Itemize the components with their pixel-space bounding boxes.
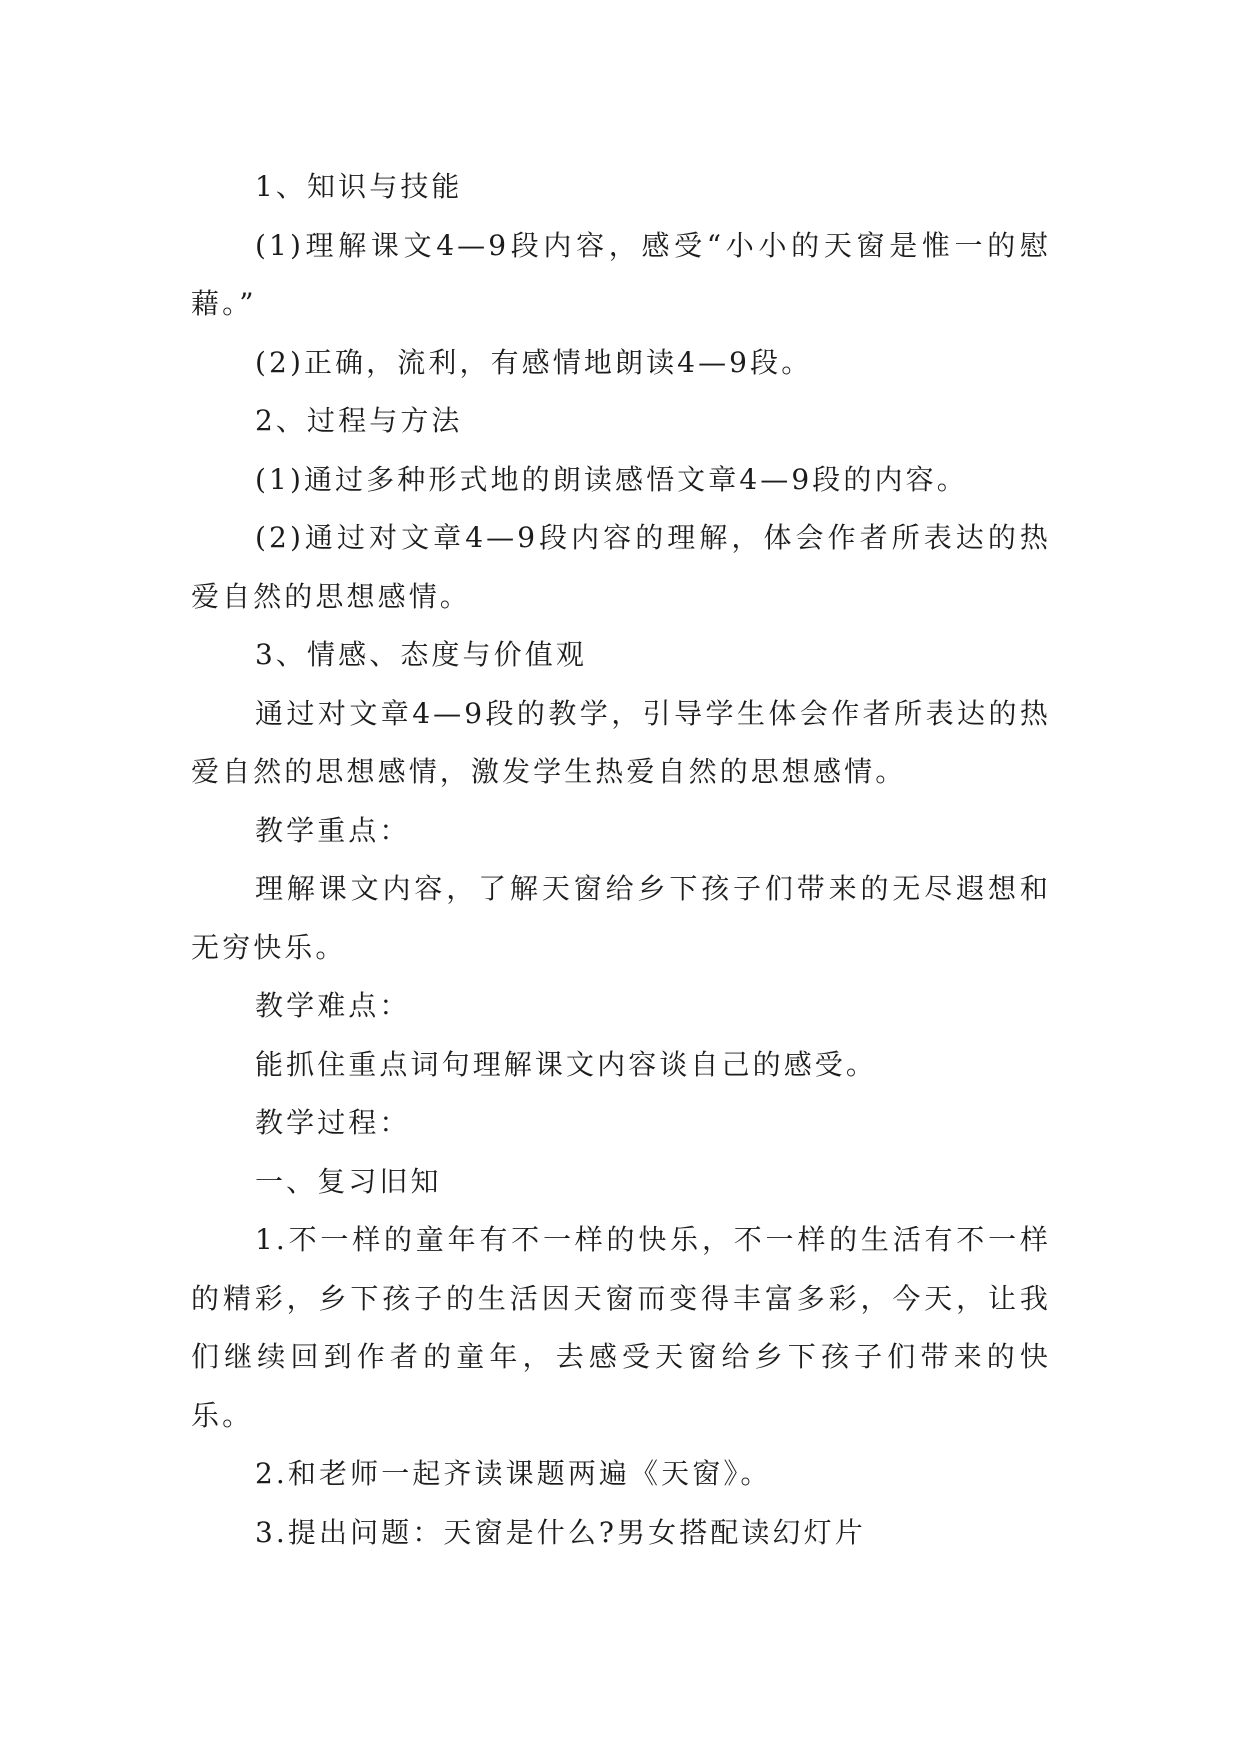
paragraph: 1、知识与技能	[255, 170, 463, 203]
paragraph: 3、情感、态度与价值观	[255, 638, 587, 671]
paragraph: (2)正确，流利，有感情地朗读4—9段。	[255, 345, 813, 379]
paragraph: (1)通过多种形式地的朗读感悟文章4—9段的内容。	[255, 462, 968, 496]
paragraph: 一、复习旧知	[255, 1164, 442, 1198]
paragraph: 教学重点：	[255, 813, 411, 847]
paragraph: (2)通过对文章4—9段内容的理解，体会作者所表达的热爱自然的思想感情。	[191, 521, 1051, 613]
paragraph: (1)理解课文4—9段内容，感受“小小的天窗是惟一的慰藉。”	[191, 228, 1051, 320]
paragraph: 通过对文章4—9段的教学，引导学生体会作者所表达的热爱自然的思想感情，激发学生热爱自然的思想感情。	[191, 696, 1051, 788]
paragraph: 3.提出问题：天窗是什么?男女搭配读幻灯片	[255, 1515, 866, 1549]
paragraph: 2.和老师一起齐读课题两遍《天窗》。	[255, 1457, 772, 1490]
document-body	[191, 158, 1051, 1562]
paragraph: 教学难点：	[255, 989, 411, 1022]
paragraph: 能抓住重点词句理解课文内容谈自己的感受。	[255, 1047, 878, 1081]
paragraph: 2、过程与方法	[255, 404, 463, 437]
paragraph: 理解课文内容，了解天窗给乡下孩子们带来的无尽遐想和无穷快乐。	[191, 872, 1051, 964]
paragraph: 1.不一样的童年有不一样的快乐，不一样的生活有不一样的精彩，乡下孩子的生活因天窗而变得丰富多彩，今天，让我们继续回到作者的童年，去感受天窗给乡下孩子们带来的快乐。	[191, 1223, 1051, 1432]
paragraph: 教学过程：	[255, 1106, 411, 1139]
